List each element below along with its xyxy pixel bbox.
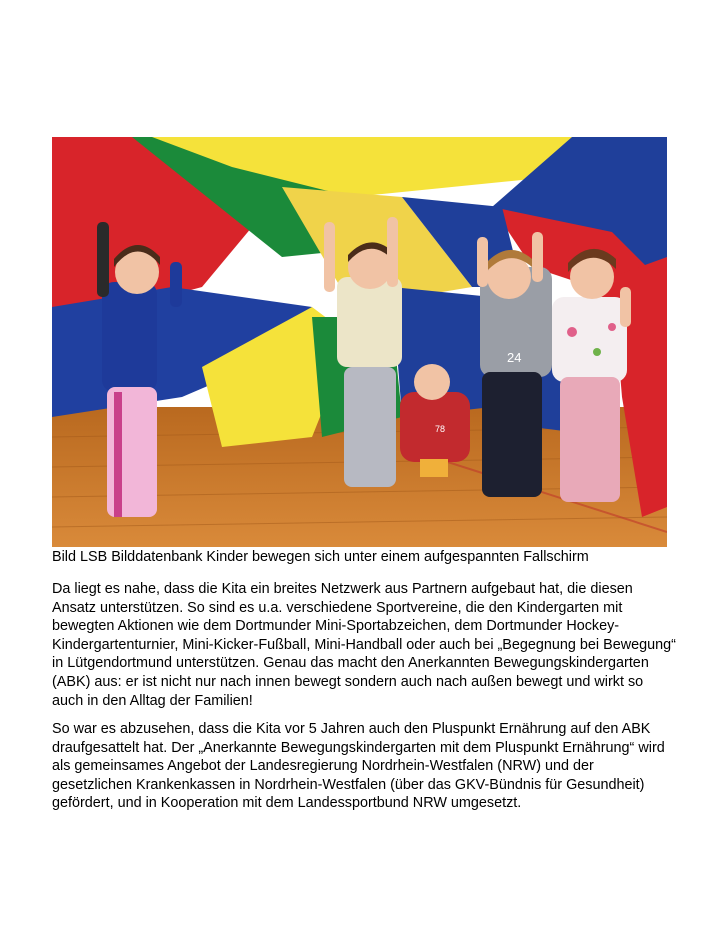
shirt-number-small: 78	[435, 424, 446, 434]
photo-caption: Bild LSB Bilddatenbank Kinder bewegen sich unter einem aufgespannten Fallschirm	[52, 549, 589, 565]
shirt-number: 24	[507, 350, 522, 365]
paragraph-partners: Da liegt es nahe, dass die Kita ein breites Netzwerk aus Partnern aufgebaut hat, die diesen Ansatz unterstützen. So sind es u.a. verschiedene Sportvereine, die den Kindergarten mit bewegten Aktionen wie dem Dortmunder Mini-Sportabzeichen, dem Dortmunder Hockey-Kindergartenturnier, Mini-Kicker-Fußball, Mini-Handball oder auch bei „Begegnung bei Bewegung“ in Lütgendortmund unterstützen. Genau das macht den Anerkannten Bewegungskindergarten (ABK) aus: er ist nicht nur nach innen bewegt sondern auch nach außen bewegt und wirkt so auch in den Alltag der Familien!	[52, 581, 676, 709]
parachute-photo	[52, 137, 667, 547]
paragraph-nutrition: So war es abzusehen, dass die Kita vor 5 Jahren auch den Pluspunkt Ernährung auf den ABK draufgesattelt hat. Der „Anerkannte Bewegungskindergarten mit dem Pluspunkt Ernährung“ wird als gemeinsames Angebot der Landesregierung Nordrhein-Westfalen (NRW) und der gesetzlichen Krankenkassen in Nordrhein-Westfalen (über das GKV-Bündnis für Gesundheit) gefördert, und in Kooperation mit dem Landessportbund NRW umgesetzt.	[52, 721, 665, 812]
